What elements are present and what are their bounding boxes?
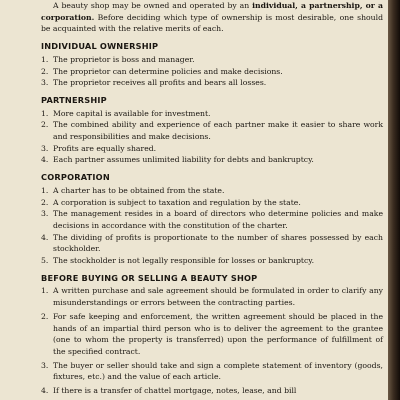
intro-emphasis: individual, a partnership, or a corporation. [41, 1, 383, 22]
list-item-number: 2. [41, 120, 49, 130]
list-item [41, 197, 383, 209]
list-item-text: The proprietor can determine policies and make decisions. [53, 66, 283, 76]
page-edge [388, 0, 400, 400]
numbered-list [41, 285, 383, 396]
list-item-text: The stockholder is not legally responsible for losses or bankruptcy. [53, 256, 315, 266]
section-heading: CORPORATION [41, 172, 110, 183]
list-item-number: 5. [41, 256, 49, 266]
list-item [41, 255, 383, 267]
list-item [41, 232, 383, 255]
section-heading: INDIVIDUAL OWNERSHIP [41, 41, 159, 52]
list-item [41, 119, 383, 142]
list-item-text: A written purchase and sale agreement should be formulated in order to clarify any misunderstandings or errors between the contracting parties. [53, 286, 383, 308]
list-item-text: The combined ability and experience of each partner make it easier to share work and responsibilities and make decisions. [53, 120, 383, 142]
list-item-text: The proprietor receives all profits and bears all losses. [53, 78, 267, 88]
list-item-number: 1. [41, 185, 49, 195]
list-item-number: 1. [41, 54, 49, 64]
list-item-number: 4. [41, 155, 49, 165]
list-item-number: 1. [41, 286, 49, 296]
section-heading: PARTNERSHIP [41, 94, 107, 105]
numbered-list [41, 185, 383, 267]
numbered-list [41, 54, 383, 89]
list-item-text: The management resides in a board of directors who determine policies and make decisions in accordance with the constitution of the charter. [53, 209, 383, 230]
list-item [41, 285, 383, 308]
list-item-number: 3. [41, 78, 49, 88]
list-item [41, 208, 383, 231]
list-item-text: The buyer or seller should take and sign a complete statement of inventory (goods, fixtures, etc.) and the value of each article. [53, 360, 383, 382]
page-content [41, 0, 383, 397]
list-item [41, 185, 383, 197]
list-item-text: For safe keeping and enforcement, the written agreement should be placed in the hands of an impartial third person who is to deliver the agreement to the grantee (one to whom the property is transferred) upon the performance of fulfillment of the specified contract. [53, 311, 383, 356]
section-heading: BEFORE BUYING OR SELLING A BEAUTY SHOP [41, 272, 258, 283]
list-item [41, 108, 383, 120]
list-item-number: 3. [41, 360, 49, 370]
list-item [41, 143, 383, 155]
list-item-text: If there is a transfer of chattel mortgage, notes, lease, and bill [53, 386, 297, 396]
list-item-number: 3. [41, 143, 49, 153]
intro-text-end: Before deciding which type of ownership is most desirable, one should be acquainted with the relative merits of each. [41, 12, 383, 34]
list-item-number: 2. [41, 66, 49, 76]
intro-paragraph [41, 0, 383, 35]
list-item [41, 385, 383, 397]
sections-container [41, 41, 383, 397]
list-item-text: Profits are equally shared. [53, 143, 157, 153]
list-item-text: A charter has to be obtained from the state. [53, 185, 225, 195]
list-item-text: Each partner assumes unlimited liability for debts and bankruptcy. [53, 155, 314, 165]
list-item-text: A corporation is subject to taxation and regulation by the state. [53, 197, 301, 207]
list-item-number: 4. [41, 386, 49, 396]
intro-text-start: A beauty shop may be owned and operated by an [53, 1, 253, 10]
list-item [41, 311, 383, 358]
list-item [41, 54, 383, 66]
list-item-text: More capital is available for investment. [53, 108, 211, 118]
numbered-list [41, 108, 383, 167]
list-item [41, 77, 383, 89]
list-item [41, 154, 383, 166]
list-item-text: The dividing of profits is proportionate to the number of shares possessed by each stockholder. [53, 232, 383, 254]
list-item-text: The proprietor is boss and manager. [53, 54, 195, 64]
list-item [41, 360, 383, 383]
list-item-number: 3. [41, 209, 49, 219]
list-item-number: 1. [41, 108, 49, 118]
list-item-number: 4. [41, 232, 49, 242]
list-item [41, 66, 383, 78]
list-item-number: 2. [41, 197, 49, 207]
list-item-number: 2. [41, 311, 49, 321]
